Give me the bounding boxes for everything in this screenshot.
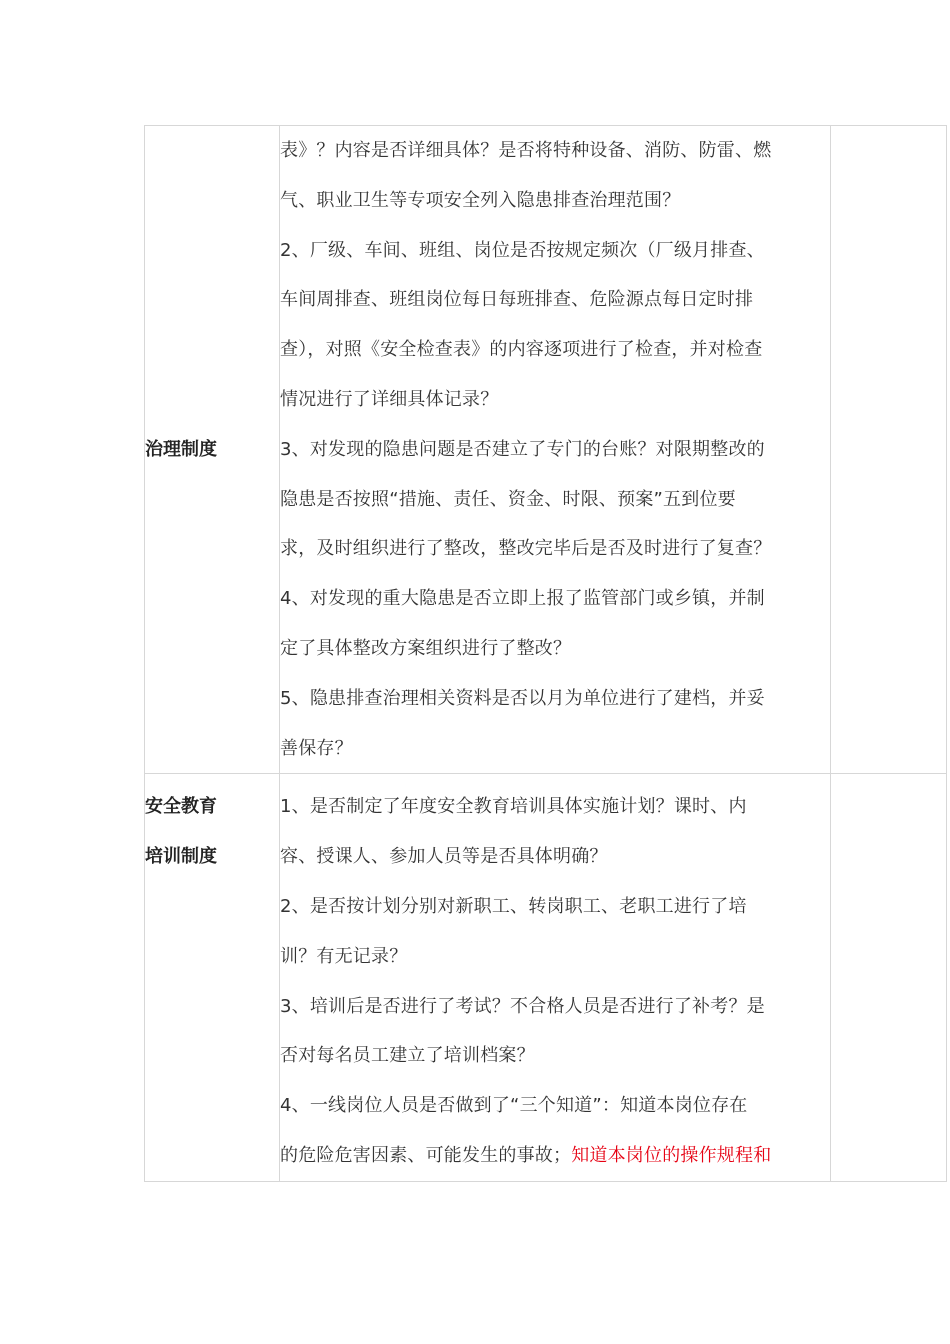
content-line: 2、厂级、车间、班组、岗位是否按规定频次（厂级月排查、 [280, 239, 765, 261]
content-line: 车间周排查、班组岗位每日每班排查、危险源点每日定时排 [280, 289, 754, 311]
row-label: 治理制度 [145, 438, 217, 460]
content-line: 3、培训后是否进行了考试？不合格人员是否进行了补考？是 [280, 995, 765, 1017]
content-line: 4、对发现的重大隐患是否立即上报了监管部门或乡镇，并制 [280, 588, 765, 610]
row-label: 培训制度 [145, 846, 217, 868]
content-line: 表》？内容是否详细具体？是否将特种设备、消防、防雷、燃 [280, 140, 772, 161]
row-content-cell [280, 126, 831, 774]
content-line [280, 1131, 830, 1181]
content-line: 情况进行了详细具体记录？ [280, 388, 499, 410]
content-line: 善保存？ [280, 737, 353, 759]
content-line: 否对每名员工建立了培训档案？ [280, 1045, 535, 1067]
content-line: 容、授课人、参加人员等是否具体明确？ [280, 846, 608, 868]
row-label-cell [145, 774, 280, 1181]
content-line: 训？有无记录？ [280, 945, 408, 967]
content-line: 5、隐患排查治理相关资料是否以月为单位进行了建档，并妥 [280, 687, 765, 709]
content-line: 2、是否按计划分别对新职工、转岗职工、老职工进行了培 [280, 895, 747, 917]
content-line: 定了具体整改方案组织进行了整改？ [280, 637, 572, 659]
content-line: 隐患是否按照“措施、责任、资金、时限、预案”五到位要 [280, 488, 736, 510]
row-label-cell [145, 126, 280, 774]
empty-cell [831, 774, 947, 1181]
content-line: 求，及时组织进行了整改，整改完毕后是否及时进行了复查？ [280, 538, 772, 560]
empty-cell [831, 126, 947, 774]
content-line: 查），对照《安全检查表》的内容逐项进行了检查，并对检查 [280, 339, 763, 361]
inspection-table [144, 125, 947, 1182]
table-row [145, 126, 947, 774]
content-line: 3、对发现的隐患问题是否建立了专门的台账？对限期整改的 [280, 438, 765, 460]
content-line: 4、一线岗位人员是否做到了“三个知道”：知道本岗位存在 [280, 1095, 748, 1117]
content-line: 气、职业卫生等专项安全列入隐患排查治理范围？ [280, 189, 681, 211]
row-content-cell [280, 774, 831, 1181]
highlighted-text: 知道本岗位的操作规程和 [571, 1144, 772, 1166]
normal-text: 的危险危害因素、可能发生的事故； [280, 1144, 572, 1166]
row-label: 安全教育 [145, 796, 217, 818]
content-line: 1、是否制定了年度安全教育培训具体实施计划？课时、内 [280, 796, 747, 818]
table-row [145, 774, 947, 1181]
